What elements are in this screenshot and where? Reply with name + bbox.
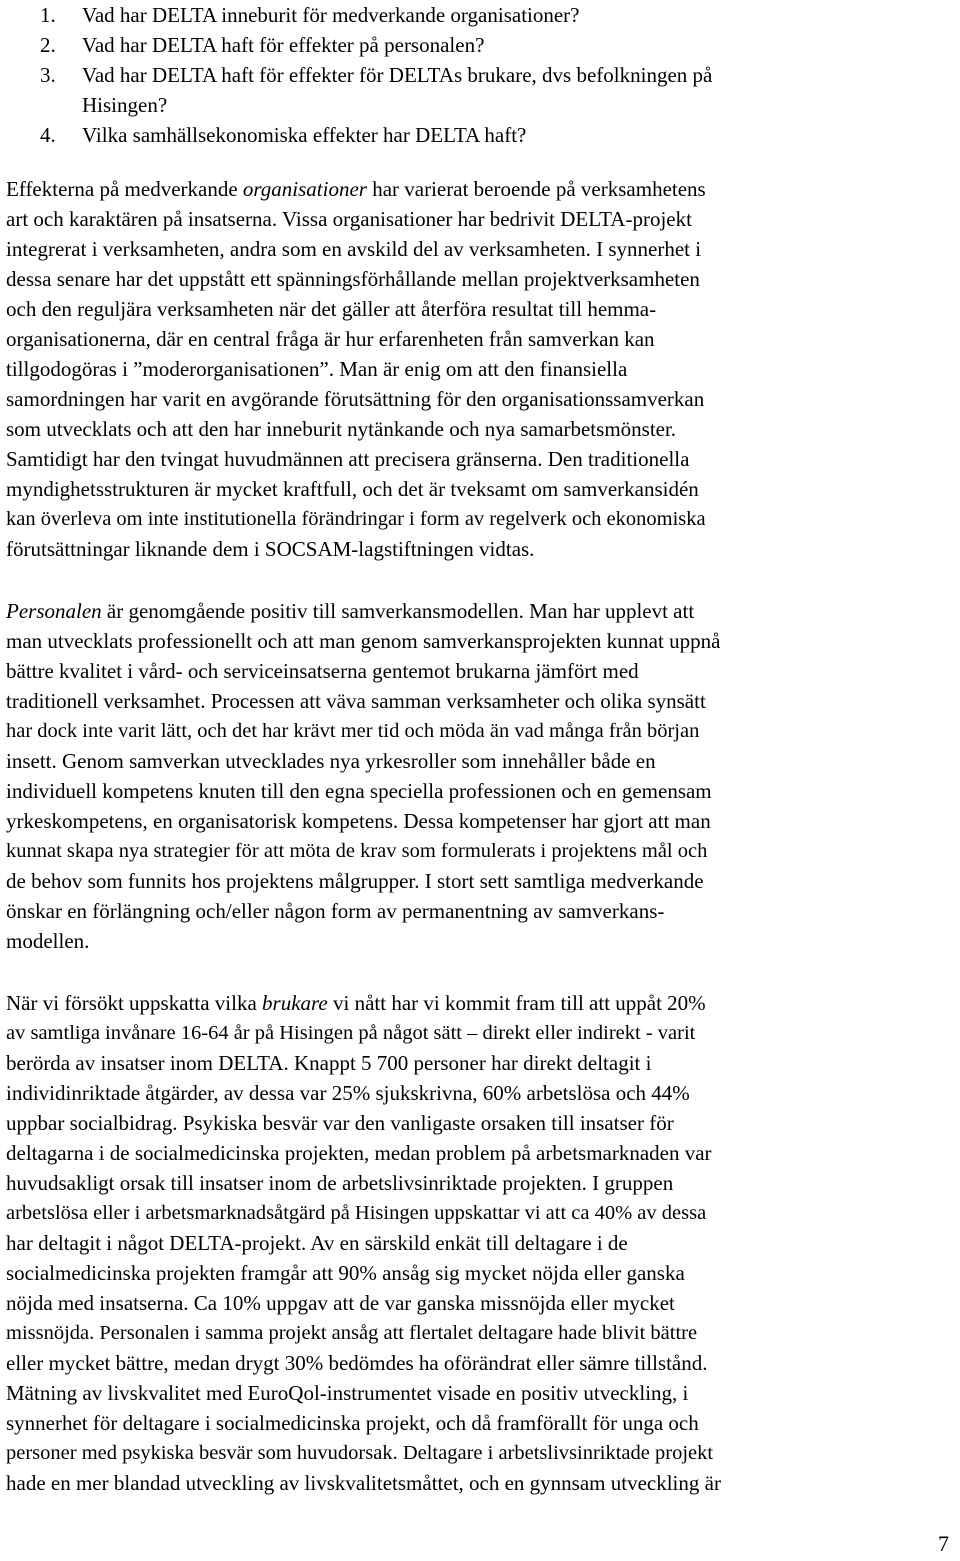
text-run: är genomgående positiv till samverkansmodellen. Man har upplevt att — [101, 599, 695, 623]
question-text: Vilka samhällsekonomiska effekter har DELTA haft? — [82, 123, 527, 147]
text-line: myndighetsstrukturen är mycket kraftfull, och det är tveksamt om samverkansidén — [6, 477, 699, 501]
text-line: huvudsakligt orsak till insatser inom de arbetslivsinriktade projekten. I gruppen — [6, 1171, 674, 1195]
emphasis-brukare: brukare — [262, 991, 328, 1015]
paragraph-personnel — [6, 596, 911, 956]
question-text: Hisingen? — [82, 93, 168, 117]
text-line: och den reguljära verksamheten när det gäller att återföra resultat till hemma- — [6, 297, 657, 321]
text-line: man utvecklats professionellt och att man genom samverkansprojekten kunnat uppnå — [6, 629, 721, 653]
text-line: deltagarna i de socialmedicinska projekten, medan problem på arbetsmarknaden var — [6, 1141, 712, 1165]
text-line: önskar en förlängning och/eller någon form av permanentning av samverkans- — [6, 899, 665, 923]
text-line: arbetslösa eller i arbetsmarknadsåtgärd på Hisingen uppskattar vi att ca 40% av dessa — [6, 1202, 707, 1224]
text-line: art och karaktären på insatserna. Vissa organisationer har bedrivit DELTA-projekt — [6, 207, 692, 231]
text-line: Mätning av livskvalitet med EuroQol-instrumentet visade en positiv utveckling, i — [6, 1381, 689, 1405]
text-line: samordningen har varit en avgörande förutsättning för den organisationssamverkan — [6, 387, 705, 411]
text-line: yrkeskompetens, en organisatorisk kompetens. Dessa kompetenser har gjort att man — [6, 809, 711, 833]
text-line: traditionell verksamhet. Processen att väva samman verksamheter och olika synsätt — [6, 689, 706, 713]
text-line: kan överleva om inte institutionella förändringar i form av regelverk och ekonomiska — [6, 508, 706, 530]
emphasis-organisationer: organisationer — [242, 177, 367, 201]
text-line — [6, 174, 911, 204]
text-line: integrerat i verksamheten, andra som en avskild del av verksamheten. I synnerhet i — [6, 237, 702, 261]
question-number: 1. — [40, 3, 56, 27]
page-number: 7 — [938, 1531, 949, 1556]
text-line: missnöjda. Personalen i samma projekt ansåg att flertalet deltagare hade blivit bättre — [6, 1322, 698, 1344]
text-line: eller mycket bättre, medan drygt 30% bedömdes ha oförändrat eller sämre tillstånd. — [6, 1351, 708, 1375]
text-line: synnerhet för deltagare i socialmedicinska projekt, och då framförallt för unga och — [6, 1411, 699, 1435]
question-text: Vad har DELTA inneburit för medverkande organisationer? — [82, 3, 580, 27]
text-line: som utvecklats och att den har inneburit nytänkande och nya samarbetsmönster. — [6, 417, 677, 441]
text-line: personer med psykiska besvär som huvudorsak. Deltagare i arbetslivsinriktade projekt — [6, 1442, 714, 1464]
text-line: individuell kompetens knuten till den egna speciella professionen och en gemensam — [6, 779, 712, 803]
question-text: Vad har DELTA haft för effekter för DELTAs brukare, dvs befolkningen på — [82, 63, 713, 87]
question-item — [40, 30, 940, 60]
text-line: tillgodogöras i ”moderorganisationen”. Man är enig om att den finansiella — [6, 357, 628, 381]
text-line: de behov som funnits hos projektens målgrupper. I stort sett samtliga medverkande — [6, 869, 704, 893]
text-line: kunnat skapa nya strategier för att möta de krav som formulerats i projektens mål och — [6, 840, 708, 862]
text-line: har dock inte varit lätt, och det har krävt mer tid och möda än vad många från början — [6, 720, 700, 742]
text-run: vi nått har vi kommit fram till att uppåt 20% — [327, 991, 706, 1015]
text-line: har deltagit i något DELTA-projekt. Av en särskild enkät till deltagare i de — [6, 1231, 628, 1255]
question-list — [40, 0, 940, 150]
text-line: modellen. — [6, 929, 90, 953]
text-line — [6, 596, 911, 626]
text-run: Effekterna på medverkande — [6, 177, 243, 201]
text-line: organisationerna, där en central fråga är hur erfarenheten från samverkan kan — [6, 327, 655, 351]
text-line: av samtliga invånare 16-64 år på Hisingen på något sätt – direkt eller indirekt - varit — [6, 1022, 696, 1044]
question-number: 2. — [40, 33, 56, 57]
text-run: har varierat beroende på verksamhetens — [366, 177, 706, 201]
text-line: uppbar socialbidrag. Psykiska besvär var den vanligaste orsaken till insatser för — [6, 1111, 674, 1135]
text-line: nöjda med insatserna. Ca 10% uppgav att de var ganska missnöjda eller mycket — [6, 1291, 675, 1315]
text-run: När vi försökt uppskatta vilka — [6, 991, 263, 1015]
text-line: Samtidigt har den tvingat huvudmännen att precisera gränserna. Den traditionella — [6, 447, 690, 471]
question-text: Vad har DELTA haft för effekter på personalen? — [82, 33, 485, 57]
text-line: individinriktade åtgärder, av dessa var 25% sjukskrivna, 60% arbetslösa och 44% — [6, 1081, 690, 1105]
text-line: förutsättningar liknande dem i SOCSAM-lagstiftningen vidtas. — [6, 537, 535, 561]
text-line: socialmedicinska projekten framgår att 90% ansåg sig mycket nöjda eller ganska — [6, 1261, 685, 1285]
paragraph-organisations — [6, 174, 911, 564]
text-line: berörda av insatser inom DELTA. Knappt 5 700 personer har direkt deltagit i — [6, 1051, 652, 1075]
text-line: hade en mer blandad utveckling av livskvalitetsmåttet, och en gynnsam utveckling är — [6, 1471, 721, 1495]
question-item — [40, 0, 940, 30]
question-number: 4. — [40, 123, 56, 147]
text-line: dessa senare har det uppstått ett spänningsförhållande mellan projektverksamheten — [6, 267, 700, 291]
question-item-continuation — [40, 90, 940, 120]
question-number: 3. — [40, 63, 56, 87]
text-line: bättre kvalitet i vård- och serviceinsatserna gentemot brukarna jämfört med — [6, 659, 639, 683]
question-item — [40, 60, 940, 90]
text-line: insett. Genom samverkan utvecklades nya yrkesroller som innehåller både en — [6, 749, 656, 773]
question-item — [40, 120, 940, 150]
emphasis-personalen: Personalen — [6, 599, 102, 623]
paragraph-users — [6, 988, 911, 1498]
text-line — [6, 988, 911, 1018]
